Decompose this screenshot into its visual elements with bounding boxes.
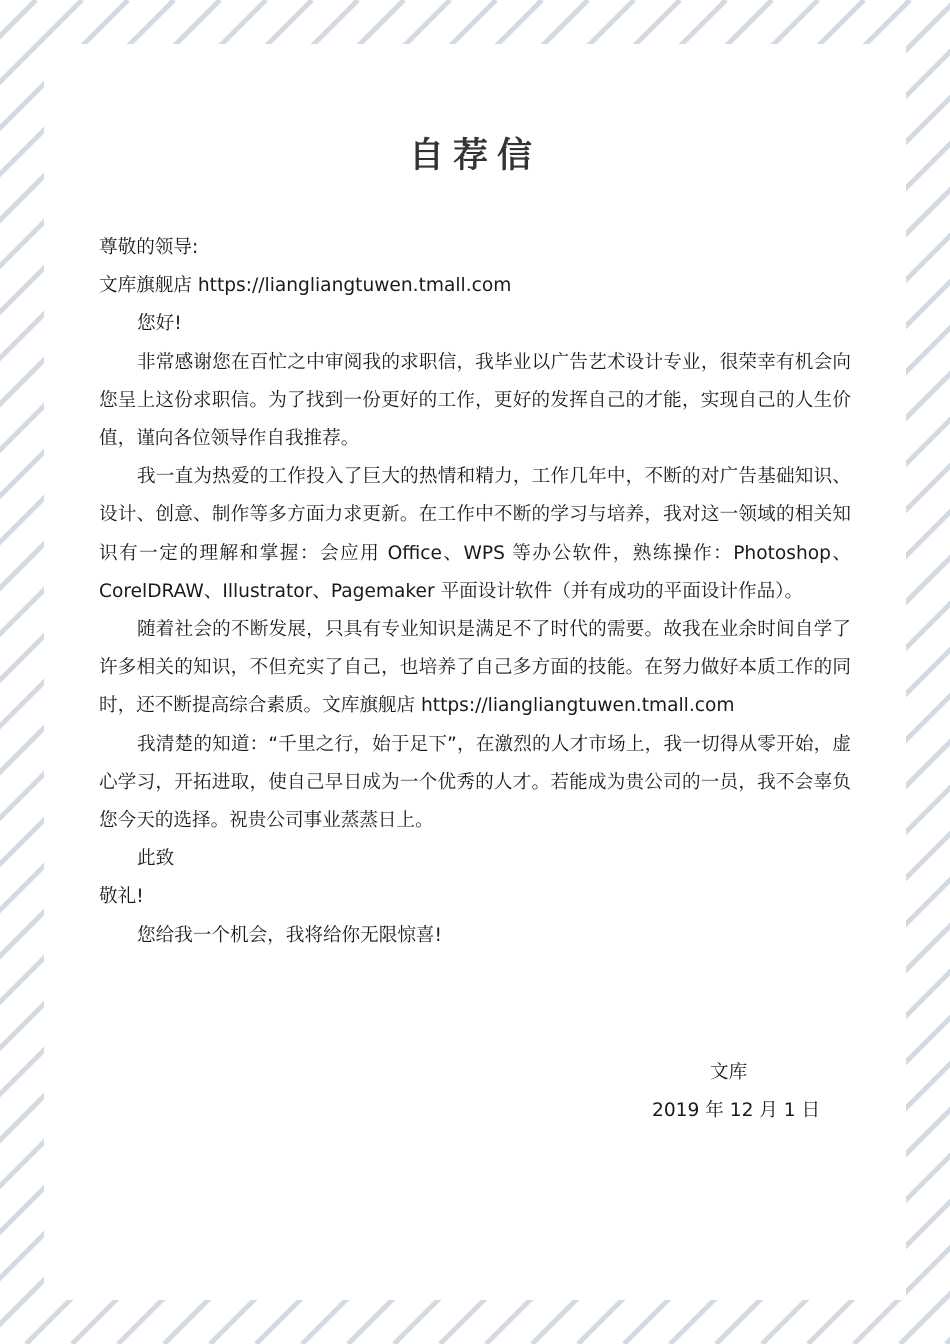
signature-name: 文库	[710, 1062, 748, 1083]
closing-regards: 此致	[137, 848, 175, 870]
greeting: 您好!	[137, 313, 182, 335]
paragraph-4: 我清楚的知道：“千里之行，始于足下”，在激烈的人才市场上，我一切得从零开始，虚心学习，开拓进取，使自己早日成为一个优秀的人才。若能成为贵公司的一员，我不会辜负您今天的选择。祝贵公司事业蒸蒸日上。	[99, 733, 851, 832]
salutation: 尊敬的领导:	[99, 237, 199, 258]
signature-date: 2019 年 12 月 1 日	[652, 1100, 821, 1121]
store-line: 文库旗舰店 https://liangliangtuwen.tmall.com	[99, 275, 512, 297]
letter-title: 自荐信	[408, 136, 541, 176]
paragraph-1: 非常感谢您在百忙之中审阅我的求职信，我毕业以广告艺术设计专业，很荣幸有机会向您呈上这份求职信。为了找到一份更好的工作，更好的发挥自己的才能，实现自己的人生价值，谨向各位领导作自我推荐。	[99, 351, 851, 450]
stripe-line	[946, 0, 950, 1344]
paragraph-3: 随着社会的不断发展，只具有专业知识是满足不了时代的需要。故我在业余时间自学了许多相关的知识，不但充实了自己，也培养了自己多方面的技能。在努力做好本质工作的同时，还不断提高综合素质。文库旗舰店 https://liangliangtuwen.tmall.com	[99, 619, 851, 717]
letter-body	[99, 229, 851, 955]
paragraph-2: 我一直为热爱的工作投入了巨大的热情和精力，工作几年中，不断的对广告基础知识、设计、创意、制作等多方面力求更新。在工作中不断的学习与培养，我对这一领域的相关知识有一定的理解和掌握：会应用 Office、WPS 等办公软件，熟练操作：Photoshop、CorelDRAW、Illustrator、Pagemaker 平面设计软件（并有成功的平面设计作品）。	[99, 466, 851, 602]
closing-salute: 敬礼!	[99, 886, 144, 908]
closing-remark: 您给我一个机会，我将给你无限惊喜!	[137, 924, 442, 946]
